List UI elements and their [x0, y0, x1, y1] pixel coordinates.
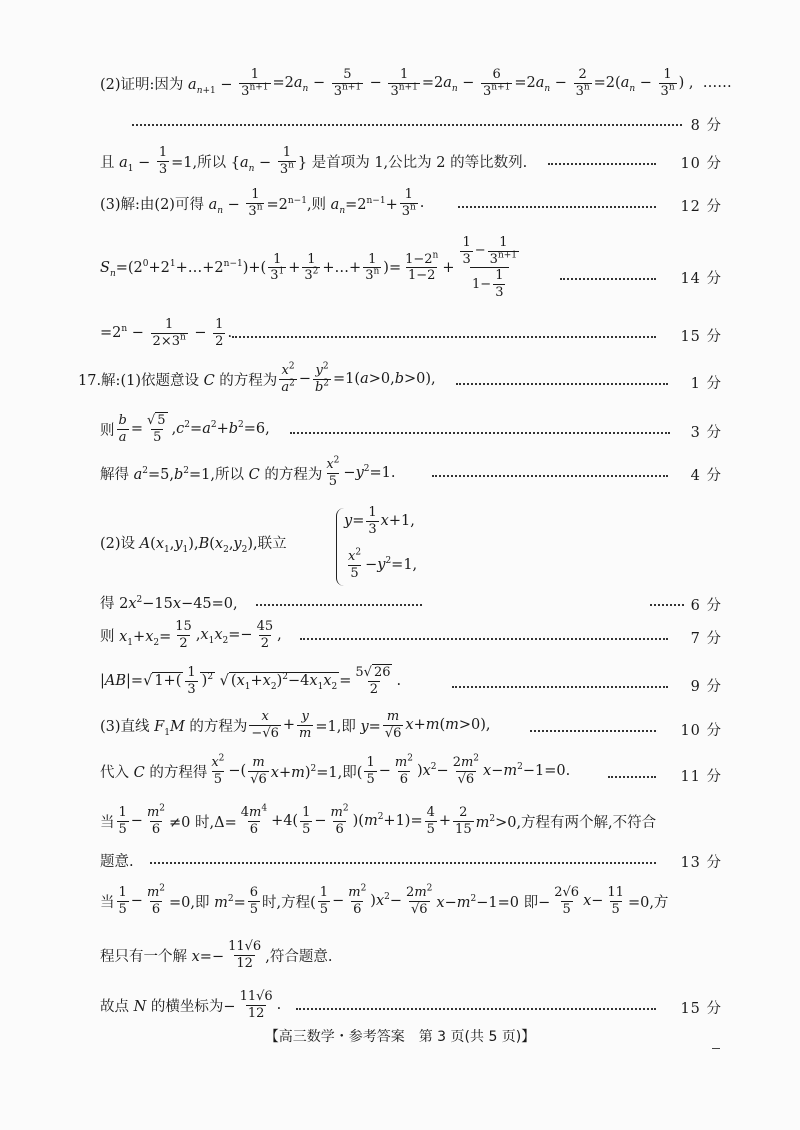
solution-line: (2)证明:因为 $a_{n+1}$ − $\frac{1}{3^{n+1}}$ $=2a_n$ − $\frac{5}{3^{n+1}}$ − $\frac{1}{3^{n+1}}$ $=2a_n$ − $\frac{6}{3^{n+1}}$ $=2a_n$ − $\frac{2}{3^n}$ $=2(a_n$ − $\frac{1}{3^n}$ ) , ……	[100, 67, 732, 99]
dot-leader	[290, 432, 670, 434]
dot-leader	[458, 206, 656, 208]
dot-leader	[256, 604, 422, 606]
solution-line: (2)设 $A(x_1,y_1),B(x_2,y_2)$,联立	[100, 536, 287, 555]
dot-leader	[456, 383, 668, 385]
solution-line: 故点 N 的横坐标为− $\frac{11√6}{12}$ .	[100, 989, 282, 1021]
score-label: 14 分	[680, 271, 722, 287]
score-label: 15 分	[680, 1001, 722, 1017]
dot-leader	[300, 638, 668, 640]
dot-leader	[296, 1008, 656, 1010]
score-label: 15 分	[680, 329, 722, 345]
score-label: 3 分	[690, 425, 722, 441]
dot-leader	[530, 730, 656, 732]
score-label: 9 分	[690, 679, 722, 695]
score-label: 13 分	[680, 855, 722, 871]
score-label: 7 分	[690, 631, 722, 647]
dot-leader	[608, 776, 656, 778]
dot-leader	[132, 124, 682, 126]
score-label: 6 分	[690, 598, 722, 614]
score-label: 10 分	[680, 156, 722, 172]
solution-line: |AB|= √ 1+( $\frac{1}{3}$ )$^2$ √ $(x_1+x_2)^2-4x_1x_2$ = $\frac{5√ 26}{2}$ .	[100, 665, 402, 697]
equation-line: $\frac{x^2}{5}$ $-y^2=1$,	[348, 547, 418, 581]
solution-line: 且 $a_1$ − $\frac{1}{3}$ =1,所以 {$a_n$ − $\frac{1}{3^n}$ } 是首项为 1,公比为 2 的等比数列.	[100, 145, 528, 177]
solution-line: 则 $\frac{b}{a}$ = $\frac{√ 5}{5}$ $,c^2=a^2+b^2=6$,	[100, 413, 270, 445]
dot-leader	[452, 686, 668, 688]
dot-leader	[232, 336, 656, 338]
solution-line: 当 $\frac{1}{5}$ − $\frac{m^2}{6}$ =0,即 $m^2=$ $\frac{6}{5}$ 时,方程( $\frac{1}{5}$ − $\frac{m^2}{6}$ )$x^2-$ $\frac{2m^2}{√6}$ $x-m^2-1=0$ 即− $\frac{2√6}{5}$ x− $\frac{11}{5}$ =0,方	[100, 883, 669, 917]
page-mark	[712, 1048, 720, 1049]
solution-line: 17.解:(1)依题意设 C 的方程为 $\frac{x^2}{a^2}$ − $\frac{y^2}{b^2}$ =1(a>0,b>0),	[78, 361, 436, 395]
solution-line: 解得 $a^2=5,b^2=1$,所以 C 的方程为 $\frac{x^2}{5}$ $-y^2=1$.	[100, 455, 396, 489]
score-label: 8 分	[690, 118, 722, 134]
page-footer: 【高三数学・参考答案 第 3 页(共 5 页)】	[264, 1029, 536, 1045]
score-label: 10 分	[680, 723, 722, 739]
dot-leader	[150, 862, 656, 864]
score-label: 12 分	[680, 199, 722, 215]
solution-line: $S_n=(2^0+2^1+\dots+2^{n-1})+$( $\frac{1}{3^1}$ + $\frac{1}{3^2}$ +…+ $\frac{1}{3^n}$ )= $\frac{1-2^n}{1-2}$ + $\frac{1}{3}$ − $\frac{1}{3^{n+1}}$ 1− $\frac{1}{3}$	[100, 235, 518, 300]
score-label: 1 分	[690, 376, 722, 392]
solution-line: 题意.	[100, 854, 134, 870]
solution-line: 程只有一个解 x=− $\frac{11√6}{12}$ ,符合题意.	[100, 939, 333, 971]
score-label: 11 分	[680, 769, 722, 785]
equation-line: y= $\frac{1}{3}$ x+1,	[344, 505, 415, 537]
solution-line: 当 $\frac{1}{5}$ − $\frac{m^2}{6}$ ≠0 时,Δ= $\frac{4m^4}{6}$ +4( $\frac{1}{5}$ − $\frac{m^2}{6}$ )$(m^2+1)=$ $\frac{4}{5}$ + $\frac{2}{15}$ $m^2>0$,方程有两个解,不符合	[100, 803, 657, 837]
dot-leader	[548, 163, 656, 165]
dot-leader	[560, 278, 656, 280]
score-label: 4 分	[690, 468, 722, 484]
dot-leader	[650, 604, 684, 606]
solution-line: (3)直线 $F_1M$ 的方程为 $\frac{x}{-√6}$ + $\frac{y}{m}$ =1,即 y= $\frac{m}{√6}$ x+m(m>0),	[100, 709, 491, 741]
solution-line: $=2^n$ − $\frac{1}{2\times 3^n}$ − $\frac{1}{2}$ .	[100, 317, 233, 349]
solution-line: 得 $2x^2-15x-45=0$,	[100, 595, 238, 612]
solution-line: (3)解:由(2)可得 $a_n$ − $\frac{1}{3^n}$ $=2^{n-1}$,则 $a_n=2^{n-1}+$ $\frac{1}{3^n}$ .	[100, 187, 425, 219]
solution-line: 则 $x_1+x_2=$ $\frac{15}{2}$ $,x_1x_2=-$ $\frac{45}{2}$ ,	[100, 619, 282, 651]
solution-line: 代入 C 的方程得 $\frac{x^2}{5}$ −( $\frac{m}{√6}$ x+m)$^2$=1,即( $\frac{1}{5}$ − $\frac{m^2}{6}$ )$x^2-$ $\frac{2m^2}{√6}$ $x-m^2-1=0$.	[100, 753, 571, 787]
dot-leader	[432, 475, 668, 477]
